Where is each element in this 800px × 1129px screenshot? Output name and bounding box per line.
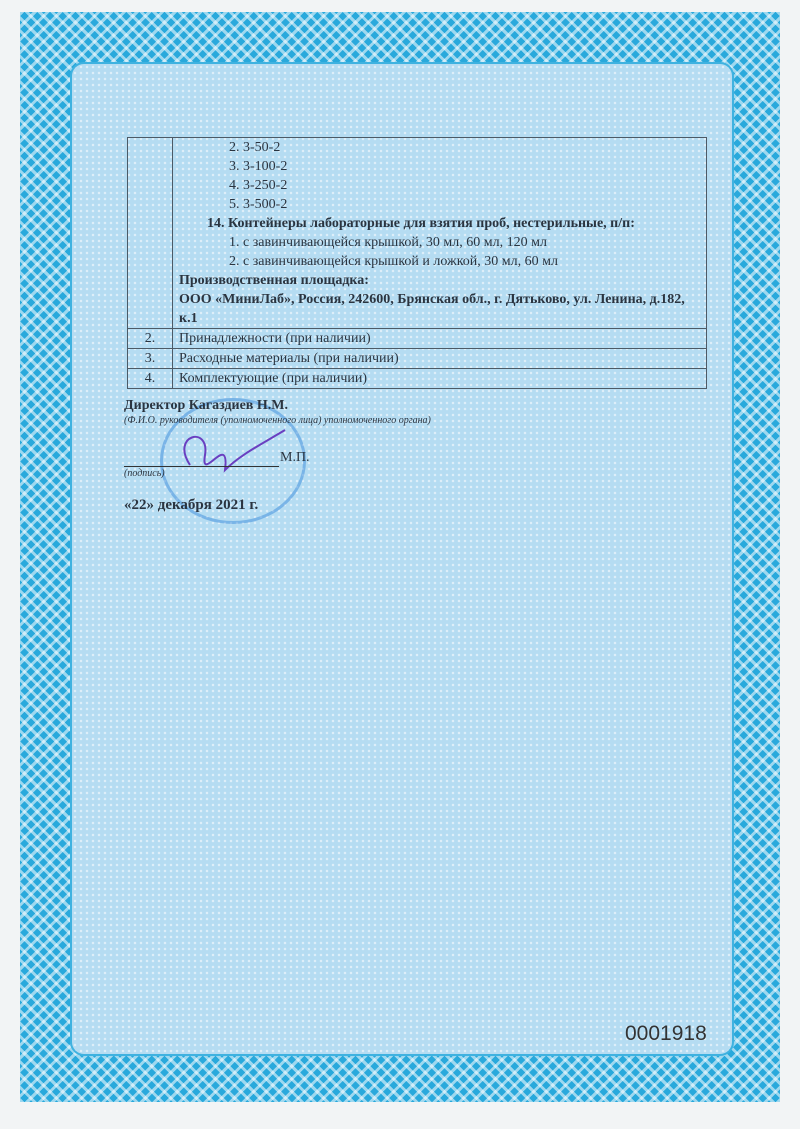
list-item: 4. 3-250-2 (229, 178, 288, 193)
list-item: 3. 3-100-2 (229, 159, 288, 174)
product-table (127, 137, 707, 389)
row-number: 4. (128, 369, 173, 389)
row-text: Комплектующие (при наличии) (173, 369, 707, 389)
list-item: 2. 3-50-2 (229, 140, 281, 155)
row-number: 3. (128, 349, 173, 369)
site-label: Производственная площадка: (179, 273, 369, 288)
row-text: Принадлежности (при наличии) (173, 329, 707, 349)
site-address: ООО «МиниЛаб», Россия, 242600, Брянская обл., г. Дятьково, ул. Ленина, д.182, к.1 (179, 292, 685, 326)
issue-date: «22» декабря 2021 г. (124, 497, 259, 513)
list-item: 2. с завинчивающейся крышкой и ложкой, 30 мл, 60 мл (229, 254, 558, 269)
signature-caption: (подпись) (124, 468, 165, 479)
table-row (128, 138, 707, 329)
director-name: Директор Кагаздиев Н.М. (124, 398, 288, 413)
serial-number: 0001918 (625, 1022, 707, 1045)
row-number: 2. (128, 329, 173, 349)
list-item: 5. 3-500-2 (229, 197, 288, 212)
seal-place-label: М.П. (280, 450, 310, 465)
name-caption: (Ф.И.О. руководителя (уполномоченного лица) уполномоченного органа) (124, 415, 431, 426)
table-row (128, 349, 707, 369)
row-number (128, 138, 173, 329)
list-item-title: 14. Контейнеры лабораторные для взятия проб, нестерильные, п/п: (207, 216, 635, 231)
list-item: 1. с завинчивающейся крышкой, 30 мл, 60 мл, 120 мл (229, 235, 547, 250)
row-text: Расходные материалы (при наличии) (173, 349, 707, 369)
table-row (128, 329, 707, 349)
table-row (128, 369, 707, 389)
product-cell (173, 138, 707, 329)
signature-line (124, 450, 279, 467)
